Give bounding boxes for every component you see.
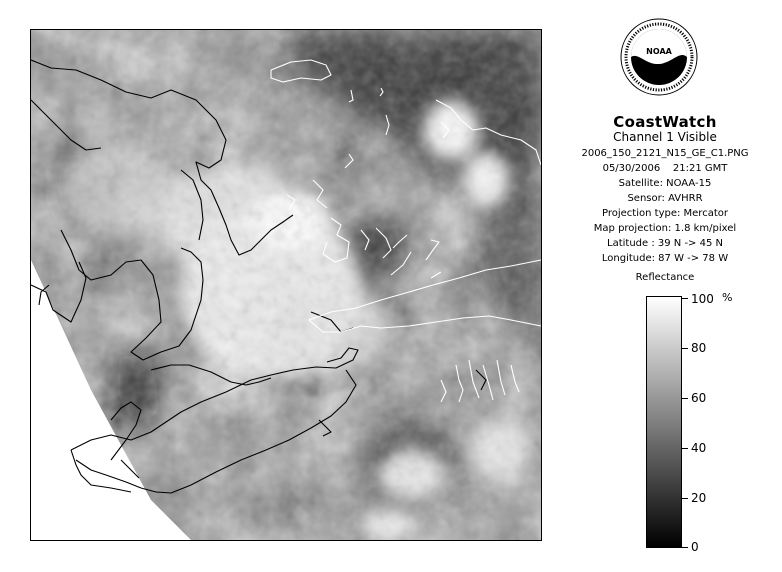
scale-tick-label: 20 bbox=[691, 491, 707, 505]
satellite-scene bbox=[31, 30, 541, 540]
scale-tick-label: 100 bbox=[691, 292, 714, 306]
scale-tick bbox=[682, 298, 688, 299]
scale-tick-label: 0 bbox=[691, 540, 699, 554]
scale-tick bbox=[682, 348, 688, 349]
product-title: CoastWatch bbox=[613, 113, 717, 131]
latitude-range: Latitude : 39 N -> 45 N bbox=[607, 238, 723, 249]
filename: 2006_150_2121_N15_GE_C1.PNG bbox=[581, 148, 749, 159]
scale-tick-label: 80 bbox=[691, 341, 707, 355]
scale-tick bbox=[682, 448, 688, 449]
scale-tick bbox=[682, 547, 688, 548]
logo-label: NOAA bbox=[646, 47, 672, 56]
longitude-range: Longitude: 87 W -> 78 W bbox=[601, 253, 729, 264]
scale-tick bbox=[682, 498, 688, 499]
noaa-logo bbox=[620, 18, 698, 96]
scale-tick-label: 60 bbox=[691, 391, 707, 405]
scale-tick bbox=[682, 398, 688, 399]
scale-tick-label: 40 bbox=[691, 441, 707, 455]
datetime: 05/30/2006 21:21 GMT bbox=[602, 163, 728, 174]
reflectance-colorbar bbox=[646, 296, 682, 548]
scale-title: Reflectance bbox=[635, 272, 695, 283]
scale-unit: % bbox=[722, 291, 733, 304]
channel-label: Channel 1 Visible bbox=[613, 130, 717, 144]
sensor: Sensor: AVHRR bbox=[627, 193, 703, 204]
projection-type: Projection type: Mercator bbox=[602, 208, 728, 219]
satellite-image bbox=[30, 29, 542, 541]
map-projection: Map projection: 1.8 km/pixel bbox=[593, 223, 737, 234]
satellite: Satellite: NOAA-15 bbox=[618, 178, 712, 189]
